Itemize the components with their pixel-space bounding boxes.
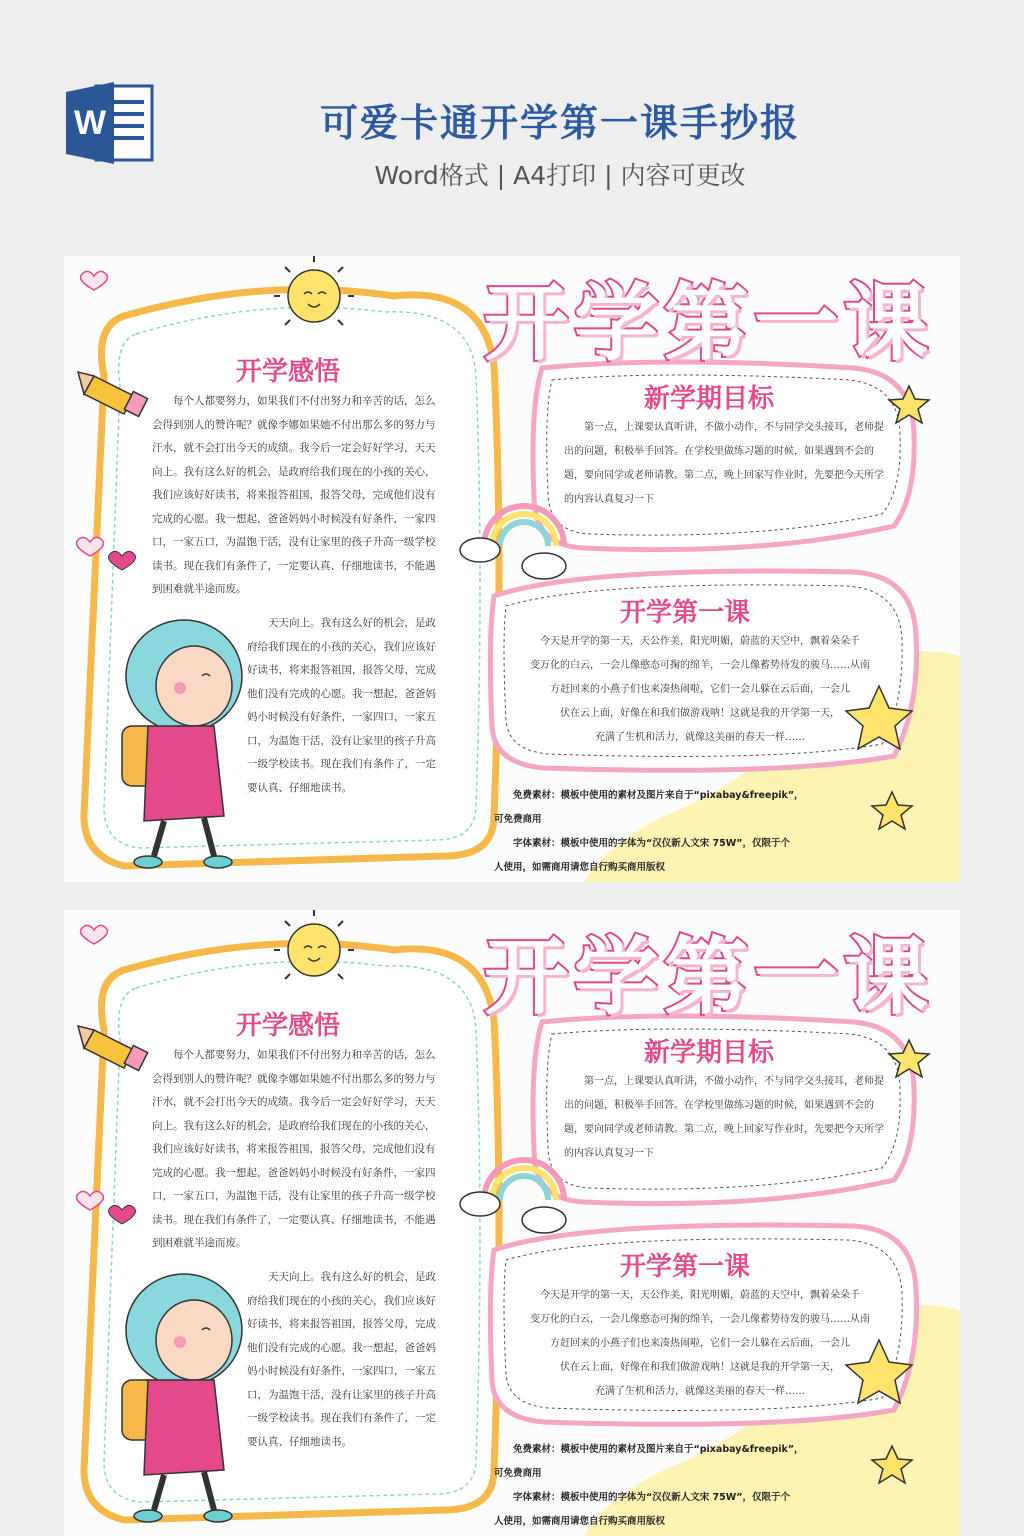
note-line: 人使用，如需商用请您自行购买商用版权 (494, 862, 666, 873)
note-line: 人使用，如需商用请您自行购买商用版权 (494, 1516, 666, 1527)
left-section-paragraph1: 每个人都要努力，如果我们不付出努力和辛苦的话，怎么会得到别人的赞许呢？就像李娜如果她不付出那么多的努力与汗水，就不会打出今天的成绩。我今后一定会好好学习，天天向上。我有这么好的机会，是政府给我们现在的小孩的关心，我们应该好好读书，将来报答祖国，报答父母，完成他们没有完成的心愿。我一想起，爸爸妈妈小时候没有好条件，一家四口，一家五口，为温饱干活，没有让家里的孩子升高一级学校读书。现在我们有条件了，一定要认真、仔细地读书，不能遇到困难就半途而废。 (152, 395, 436, 595)
lesson-line: 今天是开学的第一天，天公作美，阳光明媚，蔚蓝的天空中，飘着朵朵千 (540, 1290, 860, 1301)
left-section-paragraph2: 天天向上。我有这么好的机会，是政府给我们现在的小孩的关心，我们应该好好读书，将来报答祖国，报答父母，完成他们没有完成的心愿。我一想起，爸爸妈妈小时候没有好条件，一家四口，一家五口，为温饱干活，没有让家里的孩子升高一级学校读书。现在我们有条件了，一定要认真、仔细地读书。 (247, 1271, 436, 1448)
lesson-line: 方赶回来的小燕子们也来凑热闹啦，它们一会儿躲在云后面，一会儿 (550, 684, 850, 695)
note-line: 可免费商用 (494, 1468, 542, 1479)
note-line: 字体素材：模板中使用的字体为“汉仪新人文宋 75W”，仅限于个 (513, 838, 790, 849)
poster-preview-1[interactable] (64, 256, 960, 882)
goal-section-heading: 新学期目标 (644, 384, 775, 414)
poster-main-title: 开学第一课 (484, 928, 935, 1026)
lesson-line: 方赶回来的小燕子们也来凑热闹啦，它们一会儿躲在云后面，一会儿 (550, 1338, 850, 1349)
goal-section-text: 第一点，上课要认真听讲，不做小动作，不与同学交头接耳，老师提出的问题，积极举手回答。在学校里做练习题的时候，如果遇到不会的题，要向同学或老师请教。第二点，晚上回家写作业时，先要把今天所学的内容认真复习一下 (564, 1076, 884, 1159)
left-section-heading: 开学感悟 (236, 1011, 341, 1041)
page-title: 可爱卡通开学第一课手抄报 (319, 101, 800, 145)
note-line: 可免费商用 (494, 814, 542, 825)
left-section-paragraph2: 天天向上。我有这么好的机会，是政府给我们现在的小孩的关心，我们应该好好读书，将来报答祖国，报答父母，完成他们没有完成的心愿。我一想起，爸爸妈妈小时候没有好条件，一家四口，一家五口，为温饱干活，没有让家里的孩子升高一级学校读书。现在我们有条件了，一定要认真、仔细地读书。 (247, 617, 436, 794)
page-subtitle: Word格式 | A4打印 | 内容可更改 (374, 161, 746, 190)
poster-main-title: 开学第一课 (484, 274, 935, 372)
lesson-section-heading: 开学第一课 (620, 598, 751, 628)
credits-note (494, 1438, 854, 1534)
goal-section-heading: 新学期目标 (644, 1038, 775, 1068)
lesson-section-text (514, 630, 886, 750)
lesson-line: 变万化的白云，一会儿像憨态可掬的绵羊，一会儿像蓄势待发的骏马……从南 (530, 1314, 870, 1325)
poster-preview-2[interactable] (64, 910, 960, 1536)
page-header (0, 0, 1024, 250)
left-section-heading: 开学感悟 (236, 357, 341, 387)
lesson-line: 今天是开学的第一天，天公作美，阳光明媚，蔚蓝的天空中，飘着朵朵千 (540, 636, 860, 647)
lesson-line: 伏在云上面，好像在和我们做游戏呐！这就是我的开学第一天， (560, 1362, 840, 1373)
note-line: 免费素材：模板中使用的素材及图片来自于“pixabay&freepik”， (513, 1444, 804, 1455)
goal-section-text: 第一点，上课要认真听讲，不做小动作，不与同学交头接耳，老师提出的问题，积极举手回答。在学校里做练习题的时候，如果遇到不会的题，要向同学或老师请教。第二点，晚上回家写作业时，先要把今天所学的内容认真复习一下 (564, 422, 884, 505)
credits-note (494, 784, 854, 880)
lesson-line: 充满了生机和活力，就像这美丽的春天一样…… (595, 732, 805, 743)
lesson-section-text (514, 1284, 886, 1404)
svg-text:W: W (74, 104, 107, 142)
left-section-paragraph1: 每个人都要努力，如果我们不付出努力和辛苦的话，怎么会得到别人的赞许呢？就像李娜如果她不付出那么多的努力与汗水，就不会打出今天的成绩。我今后一定会好好学习，天天向上。我有这么好的机会，是政府给我们现在的小孩的关心，我们应该好好读书，将来报答祖国，报答父母，完成他们没有完成的心愿。我一想起，爸爸妈妈小时候没有好条件，一家四口，一家五口，为温饱干活，没有让家里的孩子升高一级学校读书。现在我们有条件了，一定要认真、仔细地读书，不能遇到困难就半途而废。 (152, 1049, 436, 1249)
lesson-line: 充满了生机和活力，就像这美丽的春天一样…… (595, 1386, 805, 1397)
lesson-line: 伏在云上面，好像在和我们做游戏呐！这就是我的开学第一天， (560, 708, 840, 719)
note-line: 字体素材：模板中使用的字体为“汉仪新人文宋 75W”，仅限于个 (513, 1492, 790, 1503)
lesson-section-heading: 开学第一课 (620, 1252, 751, 1282)
lesson-line: 变万化的白云，一会儿像憨态可掬的绵羊，一会儿像蓄势待发的骏马……从南 (530, 660, 870, 671)
note-line: 免费素材：模板中使用的素材及图片来自于“pixabay&freepik”， (513, 790, 804, 801)
